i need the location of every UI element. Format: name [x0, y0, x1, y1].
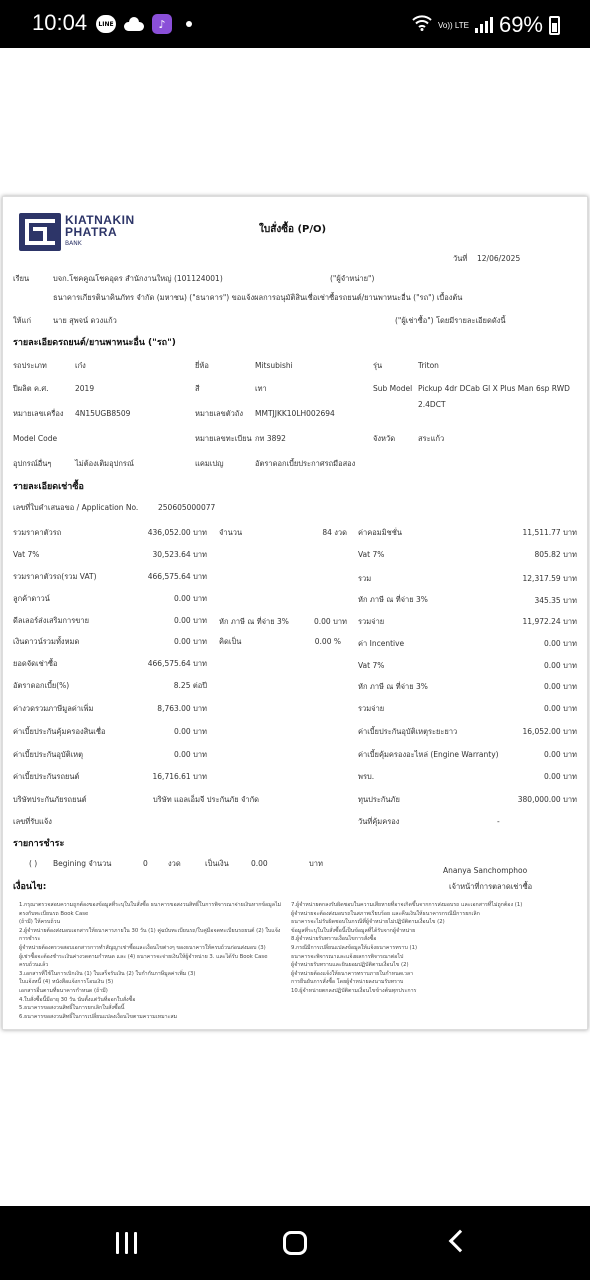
long-term-pa-value: 16,052.00 บาท — [522, 727, 577, 736]
engine-number: 4N15UGB8509 — [75, 409, 131, 418]
section-car-details: รายละเอียดรถยนต์/ยานพาหนะอื่น ("รถ") — [13, 338, 176, 348]
installment-label: ค่างวดรวมภาษีมูลค่าเพิ่ม — [13, 704, 94, 713]
campaign-label: แคมเปญ — [195, 459, 224, 468]
sum-insured-value: 380,000.00 บาท — [517, 795, 577, 804]
accident-insurance-value: 0.00 บาท — [174, 750, 207, 759]
application-no-label: เลขที่ใบคำเสนอขอ / Application No. — [13, 503, 139, 512]
car-type: เก๋ง — [75, 361, 86, 370]
condition-line: ผู้เช่าซื้อจะต้องชำระเงินค่างวดตามกำหนด และ (4) ธนาคารจะจ่ายเงินให้ผู้จำหน่าย 3. และได้รับ Book Case — [19, 953, 268, 960]
more-notifications-dot — [186, 21, 192, 27]
car-insurance-value: 16,716.61 บาท — [152, 772, 207, 781]
insurer-name: บริษัท แอลเอ็มจี ประกันภัย จำกัด — [153, 795, 260, 804]
recent-apps-button[interactable] — [116, 1232, 137, 1254]
brand: Mitsubishi — [255, 361, 293, 370]
rate-label: อัตราดอกเบี้ย(%) — [13, 681, 70, 690]
year-label: ปีผลิต ค.ศ. — [13, 384, 49, 393]
officer-title: เจ้าหน้าที่การตลาดเช่าซื้อ — [449, 882, 533, 891]
incentive-wht-value: 0.00 บาท — [544, 682, 577, 691]
color-label: สี — [195, 384, 200, 393]
wht-value: 345.35 บาท — [534, 596, 577, 605]
intro-text: ธนาคารเกียรตินาคินภัทร จำกัด (มหาชน) ("ธนาคาร") ขอแจ้งผลการอนุมัติสินเชื่อเช่าซื้อรถยนต์/ยานพาหนะอื่น ("รถ") เบื้องต้น — [53, 293, 463, 302]
province: สระแก้ว — [418, 434, 445, 443]
vat-value: 30,523.64 บาท — [152, 550, 207, 559]
price-label: รวมราคาตัวรถ — [13, 528, 62, 537]
car-type-label: รถประเภท — [13, 361, 47, 370]
dealer-name: บจก.โชคคูณโชคอุดร สำนักงานใหญ่ (101124001) — [53, 274, 223, 283]
dealer-wht-value: 0.00 บาท — [314, 617, 347, 626]
document-title: ใบสั่งซื้อ (P/O) — [259, 224, 327, 235]
kiatnakin-logo-icon — [19, 213, 61, 251]
receipt-no-label: เลขที่รับแจ้ง — [13, 817, 52, 826]
accessory: ไม่ต้องเติมอุปกรณ์ — [75, 459, 134, 468]
payment-checkbox: ( ) — [29, 859, 38, 868]
officer-name: Ananya Sanchomphoo — [443, 866, 528, 875]
condition-line: ผู้จำหน่ายต้องแจ้งให้ธนาคารทราบภายในกำหนดเวลา — [291, 970, 414, 977]
incentive-vat-value: 0.00 บาท — [544, 661, 577, 670]
percent-value: 0.00 % — [314, 637, 341, 646]
incentive-label: ค่า Incentive — [358, 639, 405, 648]
application-no: 250605000077 — [158, 503, 216, 512]
date-value: 12/06/2025 — [477, 254, 521, 263]
payment-unit: บาท — [309, 859, 323, 868]
plate-label: หมายเลขทะเบียน — [195, 434, 252, 443]
condition-line: ธนาคารจะพิจารณาและแจ้งผลการพิจารณาต่อไป — [291, 953, 404, 960]
condition-line: ธนาคารจะไม่รับผิดชอบในกรณีที่ผู้จำหน่ายไม่ปฏิบัติตามเงื่อนไข (2) — [291, 919, 445, 926]
dealer-discount-value: 0.00 บาท — [174, 616, 207, 625]
section-payment: รายการชำระ — [13, 839, 65, 849]
purchase-order-document — [2, 196, 588, 1030]
home-button[interactable] — [283, 1231, 307, 1255]
accessory-label: อุปกรณ์อื่นๆ — [13, 459, 52, 468]
payment-installments-unit: งวด — [168, 859, 181, 868]
condition-line: (ถ้ามี) ให้ครบถ้วน — [19, 919, 61, 926]
conditions-left — [19, 901, 289, 1021]
long-term-pa-label: ค่าเบี้ยประกันอุบัติเหตุระยะยาว — [358, 727, 458, 736]
dealer-wht-label: หัก ภาษี ณ ที่จ่าย 3% — [219, 617, 289, 626]
prb-label: พรบ. — [358, 772, 375, 781]
condition-line: ผู้จำหน่ายรับทราบและยินยอมปฏิบัติตามเงื่อนไข (2) — [291, 962, 409, 969]
payment-amount: 0.00 — [251, 859, 268, 868]
dealer-discount-label: ดีลเลอร์ส่งเสริมการขาย — [13, 616, 90, 625]
sum-label: รวม — [358, 574, 372, 583]
incentive-vat-label: Vat 7% — [358, 661, 385, 670]
condition-line: 10.ผู้จำหน่ายตกลงปฏิบัติตามเงื่อนไขข้างต้นทุกประการ — [291, 987, 417, 994]
submodel-line-2: 2.4DCT — [418, 400, 446, 409]
hirer-tag: ("ผู้เช่าซื้อ") โดยมีรายละเอียดดังนี้ — [395, 316, 506, 325]
engine-warranty-label: ค่าเบี้ยคุ้มครองอะไหล่ (Engine Warranty) — [358, 750, 499, 759]
price-vat-value: 466,575.64 บาท — [147, 572, 207, 581]
car-insurance-label: ค่าเบี้ยประกันรถยนต์ — [13, 772, 80, 781]
color: เทา — [255, 384, 267, 393]
price-vat-label: รวมราคาตัวรถ(รวม VAT) — [13, 572, 97, 581]
dealer-tag: ("ผู้จำหน่าย") — [330, 274, 375, 283]
section-hire-details: รายละเอียดเช่าซื้อ — [13, 482, 84, 492]
condition-line: 6.ธนาคารขอสงวนสิทธิ์ในการเปลี่ยนแปลงเงื่อนไขตามความเหมาะสม — [19, 1013, 178, 1020]
condition-line: เอกสารอื่นตามที่ธนาคารกำหนด (ถ้ามี) — [19, 987, 108, 994]
condition-line: 4.ใบสั่งซื้อนี้มีอายุ 30 วัน นับตั้งแต่วันที่ออกใบสั่งซื้อ — [19, 996, 136, 1003]
conditions-right — [291, 901, 577, 996]
condition-line: 9.กรณีมีการเปลี่ยนแปลงข้อมูลให้แจ้งธนาคารทราบ (1) — [291, 944, 418, 951]
accident-insurance-label: ค่าเบี้ยประกันอุบัติเหตุ — [13, 750, 83, 759]
submodel-line-1: Pickup 4dr DCab Gl X Plus Man 6sp RWD — [418, 384, 570, 393]
term-label: จำนวน — [219, 528, 243, 537]
condition-line: ผู้จำหน่ายต้องตรวจสอบเอกสารการทำสัญญาเช่าซื้อและเงื่อนไขต่างๆ ของธนาคารให้ครบถ้วนก่อนส่งมอบ (3) — [19, 944, 266, 951]
down-value: 0.00 บาท — [174, 594, 207, 603]
back-button[interactable] — [449, 1230, 472, 1253]
model-code-label: Model Code — [13, 434, 58, 443]
province-label: จังหวัด — [373, 434, 396, 443]
chassis-label: หมายเลขตัวถัง — [195, 409, 244, 418]
battery-icon — [549, 16, 560, 35]
navigation-bar — [0, 1206, 590, 1280]
line-icon: LINE — [96, 15, 116, 33]
net-pay-value: 11,972.24 บาท — [522, 617, 577, 626]
model-label: รุ่น — [373, 361, 383, 370]
condition-line: ผู้จำหน่ายจะต้องส่งมอบรถในสภาพเรียบร้อย และคืนเงินให้ธนาคารกรณีมีการยกเลิก — [291, 910, 480, 917]
to-label: เรียน — [13, 274, 30, 283]
payment-installments: 0 — [143, 859, 148, 868]
music-app-icon: ♪ — [152, 14, 172, 34]
customer-name: นาย สุพจน์ ดวงแก้ว — [53, 316, 117, 325]
condition-line: 1.กรุณาตรวจสอบความถูกต้องของข้อมูลที่ระบุในใบสั่งซื้อ ธนาคารขอสงวนสิทธิ์ในการพิจารณาจ่ายเงินหากข้อมูลไม่ตรงกับทะเบียนรถ Book Case — [19, 902, 282, 917]
cover-date-label: วันที่คุ้มครอง — [358, 817, 400, 826]
finance-label: ยอดจัดเช่าซื้อ — [13, 659, 58, 668]
rate-value: 8.25 ต่อปี — [173, 681, 207, 690]
net-pay2-value: 0.00 บาท — [544, 704, 577, 713]
vat-label: Vat 7% — [13, 550, 40, 559]
down-label: ลูกค้าดาวน์ — [13, 594, 50, 603]
commission-label: ค่าคอมมิชชั่น — [358, 528, 402, 537]
sum-value: 12,317.59 บาท — [522, 574, 577, 583]
signal-icon — [475, 17, 493, 33]
cloud-icon — [124, 17, 144, 31]
price-value: 436,052.00 บาท — [147, 528, 207, 537]
prb-value: 0.00 บาท — [544, 772, 577, 781]
bank-name: KIATNAKIN PHATRA — [65, 213, 135, 239]
condition-line: 2.ผู้จำหน่ายต้องส่งมอบเอกสารให้ธนาคารภายใน 30 วัน (1) คู่ฉบับทะเบียนรถ/ใบคู่มือจดทะเบียนรถยนต์ (2) ใบแจ้งการชำระ — [19, 927, 281, 943]
date-label: วันที่ — [453, 254, 468, 263]
brand-label: ยี่ห้อ — [195, 361, 209, 370]
commission-vat-label: Vat 7% — [358, 550, 385, 559]
condition-line: 5.ธนาคารขอสงวนสิทธิ์ในการยกเลิกใบสั่งซื้อนี้ — [19, 1005, 125, 1012]
condition-line: ใบแจ้งหนี้ (4) หนังสือแจ้งการโอนเงิน (5) — [19, 979, 114, 986]
wht-label: หัก ภาษี ณ ที่จ่าย 3% — [358, 595, 428, 604]
lte-indicator: Vo)) LTE — [437, 20, 469, 30]
incentive-value: 0.00 บาท — [544, 639, 577, 648]
model: Triton — [418, 361, 439, 370]
engine-warranty-value: 0.00 บาท — [544, 750, 577, 759]
term-value: 84 งวด — [322, 528, 347, 537]
plate-number: กท 3892 — [255, 434, 286, 443]
credit-insurance-label: ค่าเบี้ยประกันคุ้มครองสินเชื่อ — [13, 727, 106, 736]
finance-value: 466,575.64 บาท — [147, 659, 207, 668]
credit-insurance-value: 0.00 บาท — [174, 727, 207, 736]
condition-line: 7.ผู้จำหน่ายตกลงรับผิดชอบในความเสียหายที่อาจเกิดขึ้นจากการส่งมอบรถ และเอกสารที่ไม่ถูกต้อง (1) — [291, 902, 523, 908]
condition-line: ข้อมูลที่ระบุในใบสั่งซื้อนี้เป็นข้อมูลที่ได้รับจากผู้จำหน่าย — [291, 927, 416, 934]
sum-insured-label: ทุนประกันภัย — [358, 795, 400, 804]
net-pay2-label: รวมจ่าย — [358, 704, 385, 713]
battery-percent: 69% — [498, 12, 543, 37]
down-total-value: 0.00 บาท — [174, 637, 207, 646]
status-bar — [0, 0, 590, 48]
year: 2019 — [75, 384, 95, 393]
net-pay-label: รวมจ่าย — [358, 617, 385, 626]
insurer-label: บริษัทประกันภัยรถยนต์ — [13, 795, 87, 804]
engine-label: หมายเลขเครื่อง — [13, 409, 64, 418]
commission-value: 11,511.77 บาท — [522, 528, 577, 537]
commission-vat-value: 805.82 บาท — [534, 550, 577, 559]
condition-line: การยืนยันการสั่งซื้อ โดยผู้จำหน่ายลงนามรับทราบ — [291, 979, 404, 986]
payment-amount-label: เป็นเงิน — [205, 859, 229, 868]
condition-line: 8.ผู้จำหน่ายรับทราบเงื่อนไขการสั่งซื้อ — [291, 936, 377, 943]
give-label: ให้แก่ — [13, 316, 31, 325]
conditions-title: เงื่อนไข: — [13, 882, 47, 892]
condition-line: ครบถ้วนแล้ว — [19, 962, 49, 969]
down-total-label: เงินดาวน์รวมทั้งหมด — [13, 637, 80, 646]
campaign: อัตราดอกเบี้ยประกาศรถมือสอง — [255, 459, 356, 468]
wifi-icon — [412, 15, 432, 35]
clock: 10:04 — [32, 10, 88, 35]
condition-line: 3.เอกสารที่ใช้ในการเบิกเงิน (1) ใบเสร็จรับเงิน (2) ใบกำกับภาษีมูลค่าเพิ่ม (3) — [19, 970, 196, 977]
cover-date-value: - — [497, 817, 500, 826]
submodel-label: Sub Model — [373, 384, 413, 393]
percent-label: คิดเป็น — [219, 637, 242, 646]
incentive-wht-label: หัก ภาษี ณ ที่จ่าย 3% — [358, 682, 428, 691]
chassis-number: MMTJJKK10LH002694 — [255, 409, 335, 418]
payment-begin-label: Begining จำนวน — [53, 859, 112, 868]
installment-value: 8,763.00 บาท — [157, 704, 207, 713]
bank-label: BANK — [65, 240, 82, 247]
